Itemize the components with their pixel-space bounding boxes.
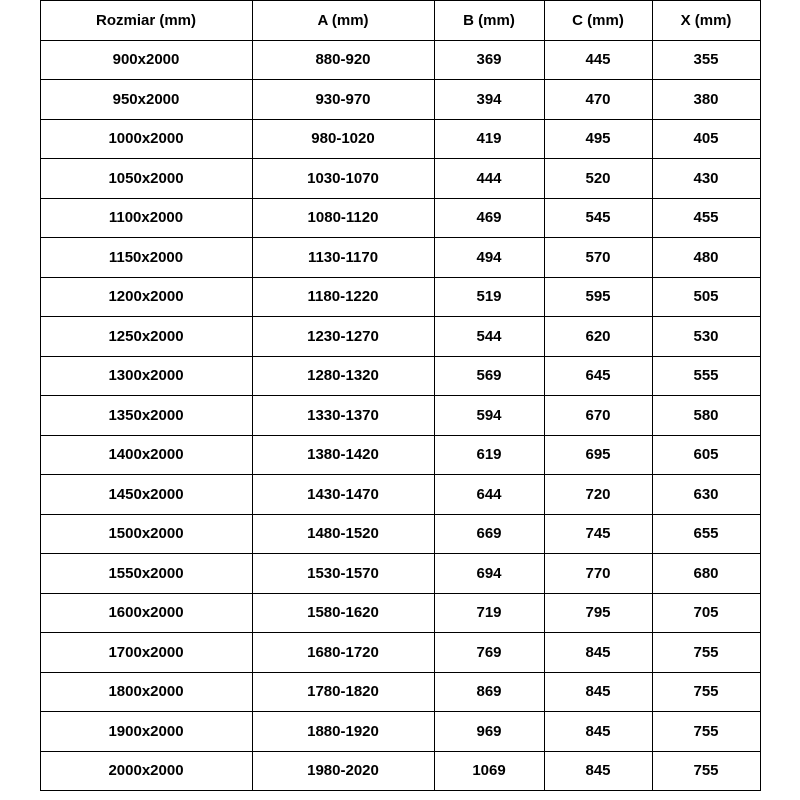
table-row xyxy=(40,277,760,317)
cell-value: 969 xyxy=(434,712,544,752)
cell-size: 2000x2000 xyxy=(40,751,252,791)
cell-value: 470 xyxy=(544,80,652,120)
cell-value: 445 xyxy=(544,40,652,80)
cell-size: 1150x2000 xyxy=(40,238,252,278)
cell-size: 1400x2000 xyxy=(40,435,252,475)
cell-value: 845 xyxy=(544,633,652,673)
cell-value: 545 xyxy=(544,198,652,238)
cell-size: 1200x2000 xyxy=(40,277,252,317)
cell-value: 520 xyxy=(544,159,652,199)
cell-value: 845 xyxy=(544,712,652,752)
cell-value: 1780-1820 xyxy=(252,672,434,712)
cell-value: 494 xyxy=(434,238,544,278)
cell-size: 1550x2000 xyxy=(40,554,252,594)
cell-size: 1450x2000 xyxy=(40,475,252,515)
cell-value: 769 xyxy=(434,633,544,673)
cell-value: 755 xyxy=(652,712,760,752)
cell-value: 569 xyxy=(434,356,544,396)
table-row xyxy=(40,435,760,475)
cell-size: 1300x2000 xyxy=(40,356,252,396)
cell-value: 695 xyxy=(544,435,652,475)
table-row xyxy=(40,554,760,594)
cell-value: 1380-1420 xyxy=(252,435,434,475)
table-row xyxy=(40,593,760,633)
cell-value: 630 xyxy=(652,475,760,515)
cell-value: 845 xyxy=(544,751,652,791)
dimensions-table xyxy=(40,0,761,791)
cell-value: 645 xyxy=(544,356,652,396)
cell-value: 745 xyxy=(544,514,652,554)
cell-value: 595 xyxy=(544,277,652,317)
cell-size: 1600x2000 xyxy=(40,593,252,633)
cell-value: 530 xyxy=(652,317,760,357)
cell-size: 1900x2000 xyxy=(40,712,252,752)
cell-value: 670 xyxy=(544,396,652,436)
cell-value: 605 xyxy=(652,435,760,475)
table-row xyxy=(40,672,760,712)
cell-size: 1000x2000 xyxy=(40,119,252,159)
cell-size: 950x2000 xyxy=(40,80,252,120)
cell-value: 1069 xyxy=(434,751,544,791)
cell-value: 755 xyxy=(652,633,760,673)
cell-value: 980-1020 xyxy=(252,119,434,159)
cell-size: 1700x2000 xyxy=(40,633,252,673)
cell-value: 1980-2020 xyxy=(252,751,434,791)
column-header-a: A (mm) xyxy=(252,1,434,41)
cell-value: 544 xyxy=(434,317,544,357)
table-header xyxy=(40,1,760,41)
table-row xyxy=(40,751,760,791)
cell-value: 369 xyxy=(434,40,544,80)
cell-value: 1030-1070 xyxy=(252,159,434,199)
column-header-c: C (mm) xyxy=(544,1,652,41)
cell-value: 570 xyxy=(544,238,652,278)
cell-value: 355 xyxy=(652,40,760,80)
table-row xyxy=(40,712,760,752)
cell-value: 680 xyxy=(652,554,760,594)
cell-value: 1480-1520 xyxy=(252,514,434,554)
cell-value: 505 xyxy=(652,277,760,317)
cell-value: 480 xyxy=(652,238,760,278)
cell-value: 380 xyxy=(652,80,760,120)
cell-value: 770 xyxy=(544,554,652,594)
column-header-rozmiar: Rozmiar (mm) xyxy=(40,1,252,41)
cell-value: 419 xyxy=(434,119,544,159)
cell-value: 430 xyxy=(652,159,760,199)
column-header-x: X (mm) xyxy=(652,1,760,41)
cell-size: 1500x2000 xyxy=(40,514,252,554)
cell-size: 900x2000 xyxy=(40,40,252,80)
cell-value: 619 xyxy=(434,435,544,475)
cell-size: 1800x2000 xyxy=(40,672,252,712)
cell-value: 1280-1320 xyxy=(252,356,434,396)
table-row xyxy=(40,356,760,396)
cell-value: 669 xyxy=(434,514,544,554)
cell-value: 755 xyxy=(652,672,760,712)
column-header-b: B (mm) xyxy=(434,1,544,41)
cell-value: 580 xyxy=(652,396,760,436)
table-row xyxy=(40,238,760,278)
cell-value: 594 xyxy=(434,396,544,436)
cell-value: 795 xyxy=(544,593,652,633)
cell-value: 644 xyxy=(434,475,544,515)
cell-value: 1080-1120 xyxy=(252,198,434,238)
cell-value: 755 xyxy=(652,751,760,791)
cell-value: 1430-1470 xyxy=(252,475,434,515)
table-row xyxy=(40,119,760,159)
cell-value: 880-920 xyxy=(252,40,434,80)
cell-value: 655 xyxy=(652,514,760,554)
cell-value: 845 xyxy=(544,672,652,712)
cell-value: 930-970 xyxy=(252,80,434,120)
table-row xyxy=(40,475,760,515)
cell-value: 719 xyxy=(434,593,544,633)
table-row xyxy=(40,80,760,120)
cell-size: 1050x2000 xyxy=(40,159,252,199)
table-row xyxy=(40,159,760,199)
cell-value: 405 xyxy=(652,119,760,159)
cell-size: 1100x2000 xyxy=(40,198,252,238)
cell-size: 1350x2000 xyxy=(40,396,252,436)
cell-value: 1130-1170 xyxy=(252,238,434,278)
cell-value: 705 xyxy=(652,593,760,633)
cell-value: 1580-1620 xyxy=(252,593,434,633)
cell-value: 869 xyxy=(434,672,544,712)
cell-value: 495 xyxy=(544,119,652,159)
cell-value: 694 xyxy=(434,554,544,594)
table-row xyxy=(40,514,760,554)
table-header-row xyxy=(40,1,760,41)
cell-value: 444 xyxy=(434,159,544,199)
table-body xyxy=(40,40,760,791)
cell-value: 1180-1220 xyxy=(252,277,434,317)
table-row xyxy=(40,396,760,436)
cell-value: 1530-1570 xyxy=(252,554,434,594)
cell-value: 1330-1370 xyxy=(252,396,434,436)
cell-value: 1230-1270 xyxy=(252,317,434,357)
cell-value: 455 xyxy=(652,198,760,238)
cell-value: 720 xyxy=(544,475,652,515)
cell-value: 620 xyxy=(544,317,652,357)
cell-value: 1680-1720 xyxy=(252,633,434,673)
cell-value: 555 xyxy=(652,356,760,396)
cell-value: 519 xyxy=(434,277,544,317)
cell-size: 1250x2000 xyxy=(40,317,252,357)
table-row xyxy=(40,633,760,673)
cell-value: 1880-1920 xyxy=(252,712,434,752)
table-row xyxy=(40,40,760,80)
cell-value: 469 xyxy=(434,198,544,238)
table-row xyxy=(40,198,760,238)
cell-value: 394 xyxy=(434,80,544,120)
table-row xyxy=(40,317,760,357)
